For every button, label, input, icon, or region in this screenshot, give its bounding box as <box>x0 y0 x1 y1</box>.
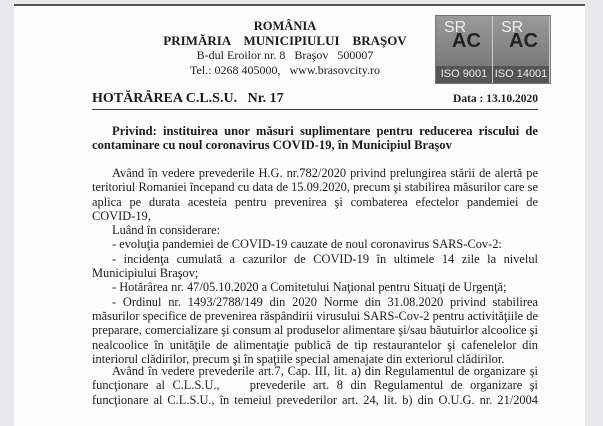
text-line: funcţionare al C.L.S.U., în temeiul prevederilor art. 24, lit. b) din O.U.G. nr. 21/2004 <box>92 392 538 407</box>
list-item: - incidenţa cumulată a cazurilor de COVID-19 în ultimele 14 zile la nivelul <box>112 251 538 266</box>
text-line: interiorul clădirilor, precum şi în spaţiile special amenajate din exteriorul clădirilor. <box>92 351 505 366</box>
header-country: ROMÂNIA <box>253 19 317 33</box>
text-line: COVID-19, <box>92 208 151 223</box>
list-item: - Ordinul nr. 1493/2788/149 din 2020 Norme din 31.08.2020 privind stabilirea <box>112 294 538 309</box>
text-line: preparare, comercializare şi consum al produselor alimentare şi/sau băutuirlor alcoolice şi <box>92 323 538 338</box>
sr-ac-iso9001-logo: SR AC ISO 9001 <box>436 16 493 83</box>
document-title: HOTĂRÂREA C.L.S.U. Nr. 17 <box>92 91 284 106</box>
subject-line: contaminare cu noul coronavirus COVID-19, în Municipiul Braşov <box>92 138 452 153</box>
text-line: nealcoolice în unităţile de alimentaţie publică de tip restaurantelor şi cafenelelor din <box>92 337 538 352</box>
paragraph-1 <box>92 166 538 366</box>
subject <box>92 124 538 153</box>
header-contact: Tel.: 0268 405000, www.brasovcity.ro <box>190 63 380 77</box>
list-item: - evoluţia pandemiei de COVID-19 cauzate de noul coronavirus SARS-Cov-2: <box>112 237 502 252</box>
text-line: funcţionare al C.L.S.U., prevederile art. 8 din Regulamentul de organizare şi <box>92 378 538 393</box>
iso-certification-logo <box>435 15 551 84</box>
text-line: măsurilor specifice de prevenirea răspândirii virusului SARS-Cov-2 pentru activităţiile de <box>92 308 538 323</box>
header-institution: PRIMĂRIA MUNICIPIULUI BRAŞOV <box>163 33 407 48</box>
text-line: aplica pe durata acesteia pentru prevenirea şi combaterea efectelor pandemiei de <box>92 194 538 209</box>
document-date: Data : 13.10.2020 <box>453 93 538 105</box>
document-title-bar <box>92 91 538 110</box>
text-line: Având în vedere prevederile H.G. nr.782/2020 privind prelungirea stării de alertă pe <box>112 166 538 180</box>
sr-ac-iso14001-logo: SR AC ISO 14001 <box>493 16 550 83</box>
paragraph-2 <box>92 364 538 407</box>
text-line: Municipiului Braşov; <box>92 266 199 281</box>
text-line: Luând în considerare: <box>112 223 221 238</box>
subject-line: Privind: instituirea unor măsuri suplimentare pentru reducerea riscului de <box>112 124 538 138</box>
list-item: - Hotărârea nr. 47/05.10.2020 a Comitetului Naţional pentru Situaţi de Urgenţă; <box>112 280 507 295</box>
text-line: teritoriul Romaniei începand cu data de 15.09.2020, precum şi stabilirea măsurilor care se <box>92 180 538 195</box>
header-address: B-dul Eroilor nr. 8 Braşov 500007 <box>196 48 374 62</box>
text-line: Având în vedere prevederile art.7, Cap. III, lit. a) din Regulamentul de organizare şi <box>112 364 538 378</box>
